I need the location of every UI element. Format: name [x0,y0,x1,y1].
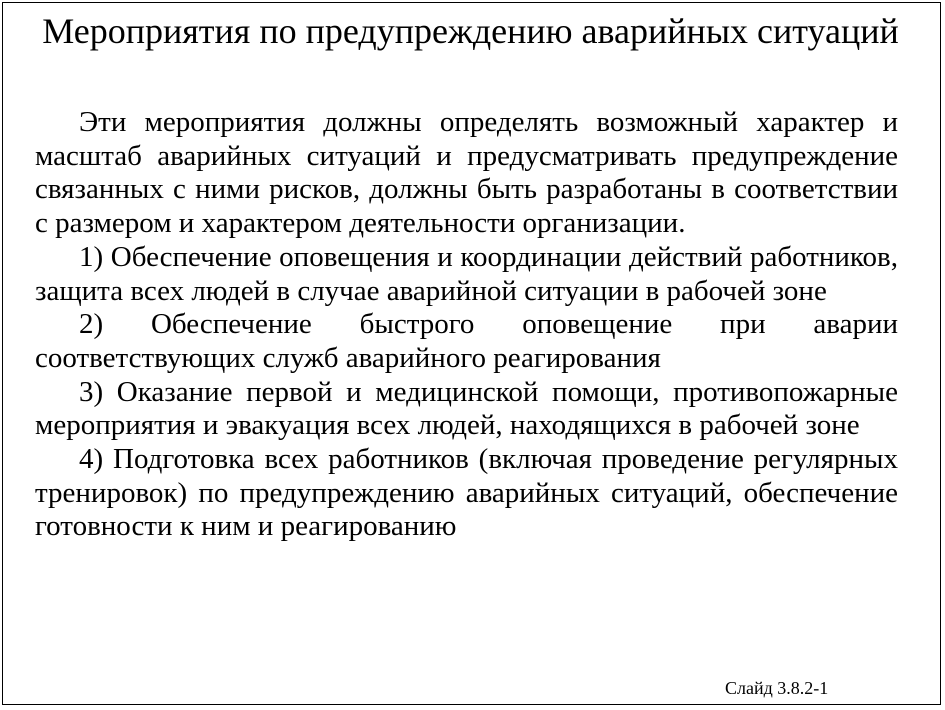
list-item: 3) Оказание первой и медицинской помощи, противопожарные мероприятия и эвакуация всех людей, находящихся в рабочей зоне [35,375,898,442]
list-item: 2) Обеспечение быстрого оповещение при аварии соответствующих служб аварийного реагирования [35,308,898,374]
slide-number: Слайд 3.8.2-1 [725,678,829,698]
slide-body [35,106,898,544]
slide [2,2,941,705]
slide-title: Мероприятия по предупреждению аварийных ситуаций [42,11,899,51]
intro-paragraph: Эти мероприятия должны определять возможный характер и масштаб аварийных ситуаций и предусматривать предупреждение связанных с ними рисков, должны быть разработаны в соответствии с размером и характером деятельности организации. [35,106,898,240]
list-item: 4) Подготовка всех работников (включая проведение регулярных тренировок) по предупреждению аварийных ситуаций, обеспечение готовности к ним и реагированию [35,443,898,543]
list-item: 1) Обеспечение оповещения и координации действий работников, защита всех людей в случае аварийной ситуации в рабочей зоне [35,240,898,307]
